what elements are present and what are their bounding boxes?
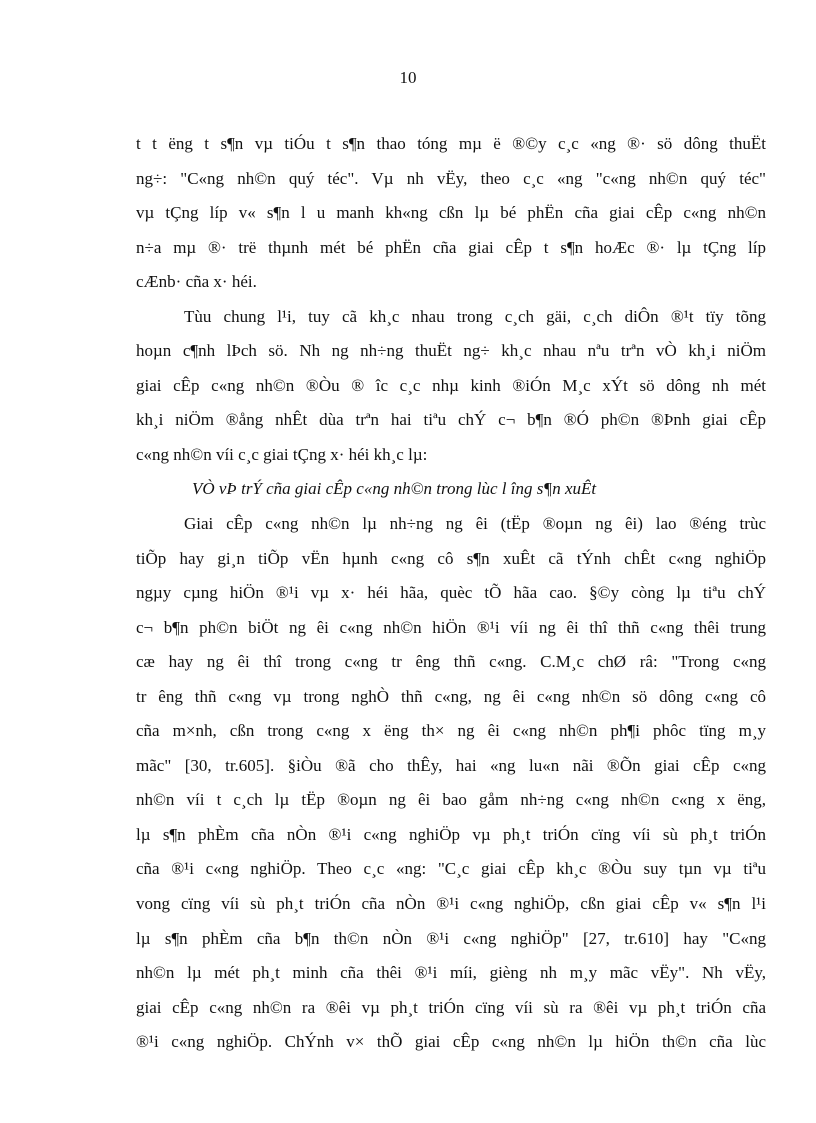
text-line: c«ng nh©n víi c¸c giai tÇng x· héi kh¸c lµ:	[136, 444, 428, 464]
text-line: hoµn c¶nh lÞch sö. Nh ng nh÷ng thuËt ng÷ kh¸c nhau nªu trªn vÒ kh¸i niÖm	[136, 341, 766, 361]
text-line: vong cïng víi sù ph¸t triÓn cña nÒn ®¹i c«ng nghiÖp, cßn giai cÊp v« s¶n l¹i	[136, 894, 766, 914]
text-line: giai cÊp c«ng nh©n ra ®êi vµ ph¸t triÓn cïng víi sù ra ®êi vµ ph¸t triÓn cña	[136, 997, 766, 1017]
text-line: cña ®¹i c«ng nghiÖp. Theo c¸c «ng: "C¸c giai cÊp kh¸c ®Òu suy tµn vµ tiªu	[136, 859, 766, 879]
text-line: n÷a mµ ®· trë thµnh mét bé phËn cña giai cÊp t s¶n hoÆc ®· lµ tÇng líp	[136, 237, 766, 257]
page-number: 10	[399, 68, 417, 87]
text-line: giai cÊp c«ng nh©n ®Òu ® îc c¸c nhµ kinh ®iÓn M¸c xÝt sö dông nh mét	[136, 375, 766, 395]
text-line: kh¸i niÖm ®ång nhÊt dùa trªn hai tiªu chÝ c¬ b¶n ®Ó ph©n ®Þnh giai cÊp	[136, 410, 766, 430]
section-heading: VÒ vÞ trÝ cña giai cÊp c«ng nh©n trong lùc l îng s¶n xuÊt	[192, 479, 597, 499]
text-line: cÆnb· cña x· héi.	[136, 272, 257, 292]
text-line: ngµy cµng hiÖn ®¹i vµ x· héi hãa, quèc tÕ hãa cao. §©y còng lµ tiªu chÝ	[136, 583, 766, 603]
text-line: ®¹i c«ng nghiÖp. ChÝnh v× thÕ giai cÊp c«ng nh©n lµ hiÖn th©n cña lùc	[136, 1032, 766, 1052]
text-line: cæ hay ng êi thî trong c«ng tr êng thñ c«ng. C.M¸c chØ râ: "Trong c«ng	[136, 652, 766, 672]
text-line: lµ s¶n phÈm cña b¶n th©n nÒn ®¹i c«ng nghiÖp" [27, tr.610] hay "C«ng	[136, 928, 766, 948]
text-line: Tùu chung l¹i, tuy cã kh¸c nhau trong c¸ch gäi, c¸ch diÔn ®¹t tïy tõng	[184, 306, 766, 326]
text-line: nh©n víi t c¸ch lµ tËp ®oµn ng êi bao gåm nh÷ng c«ng nh©n c«ng x ëng,	[136, 790, 766, 810]
text-line: cña m×nh, cßn trong c«ng x ëng th× ng êi c«ng nh©n ph¶i phôc tïng m¸y	[136, 721, 766, 741]
body-text	[136, 130, 766, 1063]
text-line: Giai cÊp c«ng nh©n lµ nh÷ng ng êi (tËp ®oµn ng êi) lao ®éng trùc	[184, 514, 766, 534]
text-line: mãc" [30, tr.605]. §iÒu ®ã cho thÊy, hai «ng lu«n nãi ®Õn giai cÊp c«ng	[136, 755, 766, 775]
text-line: c¬ b¶n ph©n biÖt ng êi c«ng nh©n hiÖn ®¹i víi ng êi thî thñ c«ng thêi trung	[136, 617, 766, 637]
text-line: tr êng thñ c«ng vµ trong nghÒ thñ c«ng, ng êi c«ng nh©n sö dông c«ng cô	[136, 686, 766, 706]
text-line: lµ s¶n phÈm cña nÒn ®¹i c«ng nghiÖp vµ ph¸t triÓn cïng víi sù ph¸t triÓn	[136, 824, 766, 844]
text-line: t t ëng t s¶n vµ tiÓu t s¶n thao tóng mµ ë ®©y c¸c «ng ®· sö dông thuËt	[136, 134, 766, 153]
text-line: nh©n lµ mét ph¸t minh cña thêi ®¹i míi, gièng nh m¸y mãc vËy". Nh vËy,	[136, 963, 766, 983]
text-line: tiÕp hay gi¸n tiÕp vËn hµnh c«ng cô s¶n xuÊt cã tÝnh chÊt c«ng nghiÖp	[136, 548, 766, 568]
text-line: ng÷: "C«ng nh©n quý téc". Vµ nh vËy, theo c¸c «ng "c«ng nh©n quý téc"	[136, 168, 766, 188]
text-line: vµ tÇng líp v« s¶n l u manh kh«ng cßn lµ bé phËn cña giai cÊp c«ng nh©n	[136, 203, 766, 223]
